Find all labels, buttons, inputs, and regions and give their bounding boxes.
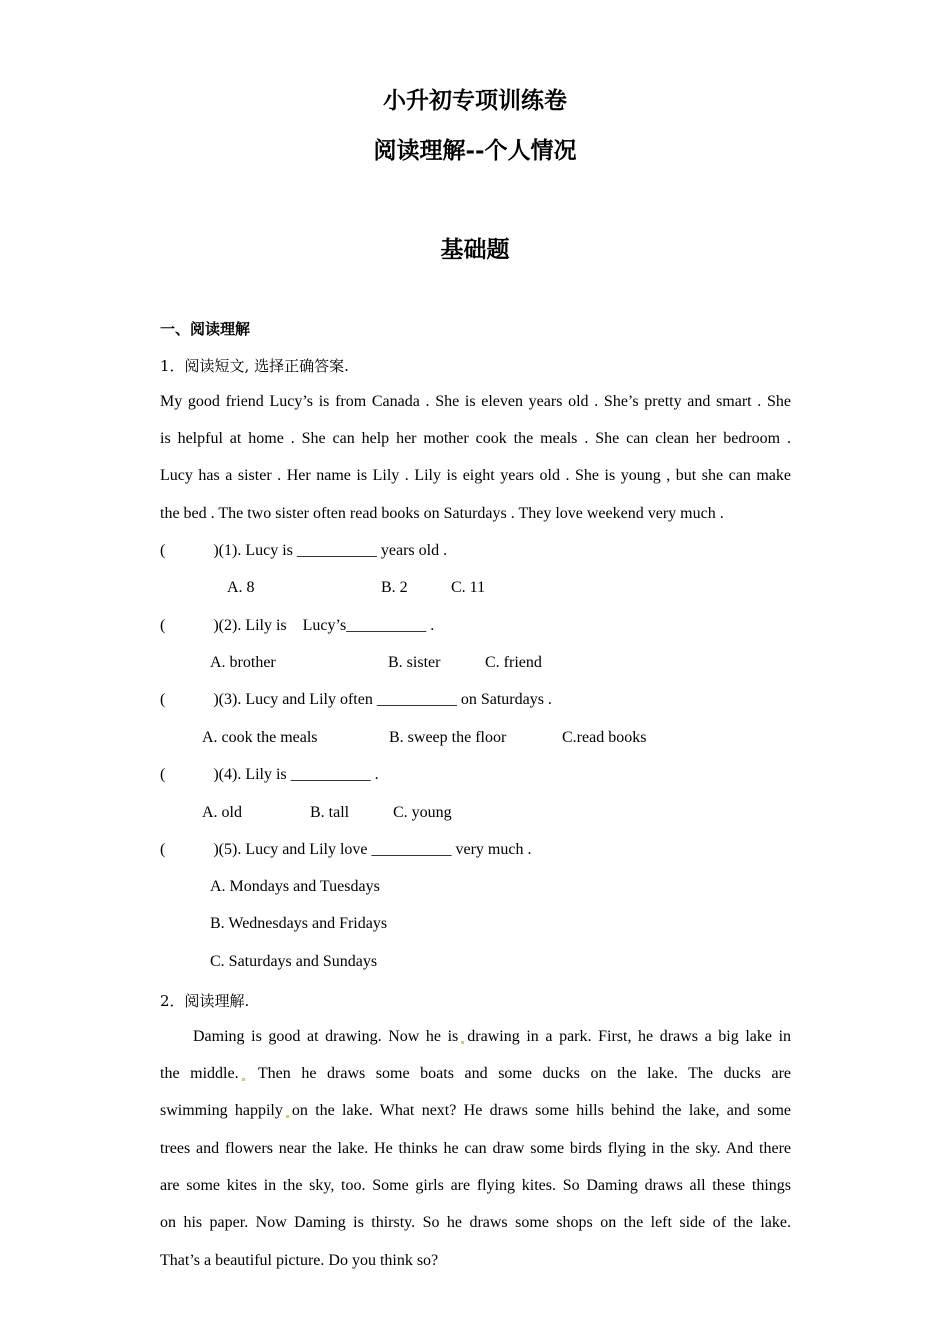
page-title-main: 小升初专项训练卷 bbox=[383, 87, 567, 114]
section-heading: 一、阅读理解 bbox=[160, 320, 251, 338]
option-c[interactable]: C.read books bbox=[562, 729, 647, 746]
passage-1-line: My good friend Lucy’s is from Canada . She is eleven years old . She’s pretty and smart . She bbox=[160, 393, 791, 410]
option-b[interactable]: B. sister bbox=[388, 654, 441, 671]
passage-2-line: on his paper. Now Daming is thirsty. So he draws some shops on the left side of the lake. bbox=[160, 1214, 791, 1231]
difficulty-title: 基础题 bbox=[440, 236, 510, 263]
question-stem: ( )(3). Lucy and Lily often __________ on Saturdays . bbox=[160, 691, 552, 708]
question-stem: ( )(1). Lucy is __________ years old . bbox=[160, 542, 448, 559]
passage-2-line: the middle. Then he draws some boats and some ducks on the lake. The ducks are bbox=[160, 1065, 792, 1082]
passage-1-line: Lucy has a sister . Her name is Lily . Lily is eight years old . She is young , but she can make bbox=[160, 467, 791, 484]
option-c[interactable]: C. Saturdays and Sundays bbox=[210, 953, 378, 970]
passage-2-line: That’s a beautiful picture. Do you think so? bbox=[160, 1252, 439, 1269]
page-title-sub: 阅读理解--个人情况 bbox=[373, 137, 577, 164]
passage-2-line: are some kites in the sky, too. Some girls are flying kites. So Daming draws all these things bbox=[160, 1177, 791, 1194]
option-b[interactable]: B. 2 bbox=[381, 579, 408, 596]
mark-dot bbox=[286, 1115, 289, 1118]
question-1-label: 1．阅读短文, 选择正确答案. bbox=[160, 357, 349, 375]
option-a[interactable]: A. 8 bbox=[227, 579, 255, 596]
question-stem: ( )(2). Lily is Lucy’s__________ . bbox=[160, 617, 435, 634]
passage-2-line: Daming is good at drawing. Now he is drawing in a park. First, he draws a big lake in bbox=[193, 1028, 792, 1045]
option-b[interactable]: B. tall bbox=[310, 804, 350, 821]
question-2-label: 2．阅读理解. bbox=[160, 992, 250, 1010]
option-c[interactable]: C. 11 bbox=[451, 579, 486, 596]
passage-1-line: the bed . The two sister often read books on Saturdays . They love weekend very much . bbox=[160, 505, 724, 522]
mark-dot bbox=[242, 1078, 245, 1081]
passage-2-line: swimming happily on the lake. What next? He draws some hills behind the lake, and some bbox=[160, 1102, 791, 1119]
passage-1-line: is helpful at home . She can help her mother cook the meals . She can clean her bedroom . bbox=[160, 430, 791, 447]
option-c[interactable]: C. friend bbox=[485, 654, 542, 671]
question-stem: ( )(4). Lily is __________ . bbox=[160, 766, 379, 783]
option-a[interactable]: A. Mondays and Tuesdays bbox=[210, 878, 380, 895]
passage-2-line: trees and flowers near the lake. He thinks he can draw some birds flying in the sky. And there bbox=[160, 1140, 791, 1157]
option-a[interactable]: A. brother bbox=[210, 654, 276, 671]
option-c[interactable]: C. young bbox=[393, 804, 452, 821]
option-a[interactable]: A. old bbox=[202, 804, 242, 821]
mark-dot bbox=[461, 1041, 464, 1044]
question-stem: ( )(5). Lucy and Lily love __________ very much . bbox=[160, 841, 532, 858]
option-a[interactable]: A. cook the meals bbox=[202, 729, 318, 746]
option-b[interactable]: B. sweep the floor bbox=[389, 729, 507, 746]
option-b[interactable]: B. Wednesdays and Fridays bbox=[210, 915, 388, 932]
